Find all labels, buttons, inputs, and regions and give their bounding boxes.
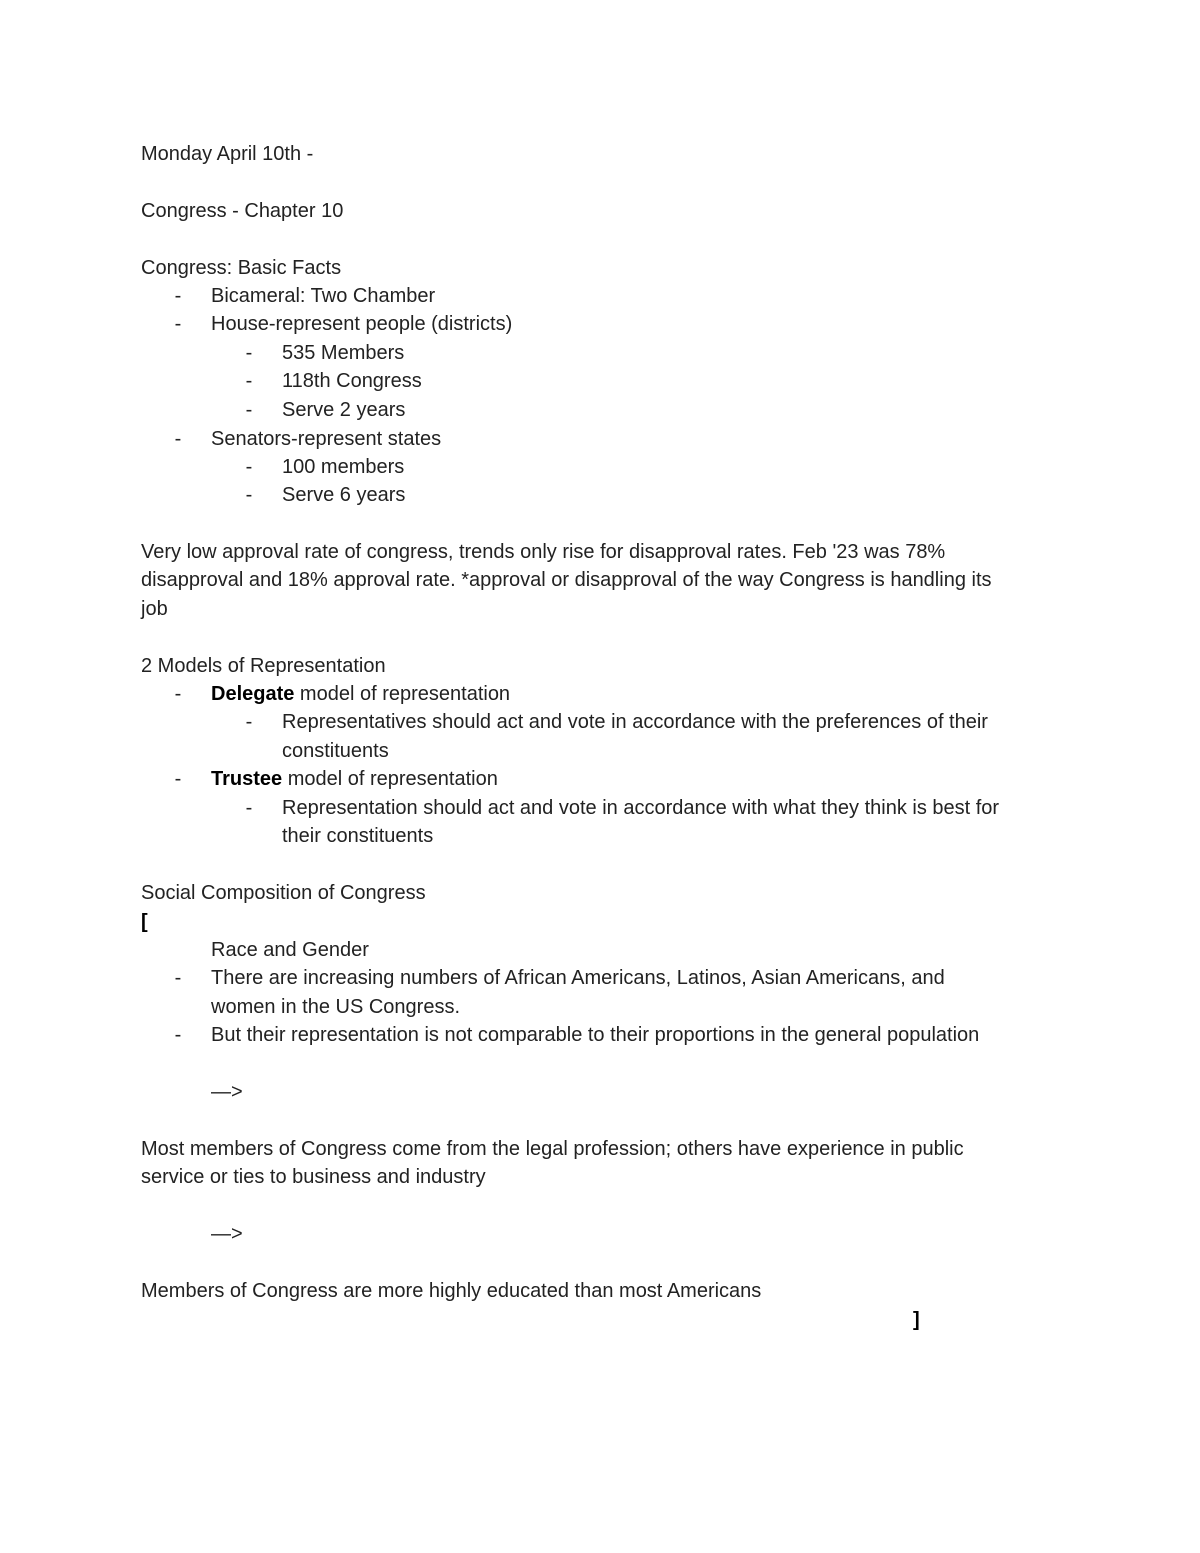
list-item: Bicameral: Two Chamber (211, 285, 436, 307)
trustee-desc-line-2: their constituents (282, 825, 434, 847)
close-bracket: ] (913, 1309, 920, 1331)
bullet-dash: - (245, 399, 253, 421)
bullet-dash: - (174, 768, 182, 790)
bullet-dash: - (174, 1024, 182, 1046)
arrow-2: —> (211, 1223, 243, 1245)
trustee-desc-line-1: Representation should act and vote in accordance with what they think is best for (282, 797, 1000, 819)
delegate-term: Delegate (211, 683, 295, 705)
approval-line-1: Very low approval rate of congress, trends only rise for disapproval rates. Feb '23 was 78% (141, 541, 946, 563)
delegate-model-item (211, 680, 510, 708)
legal-line-1: Most members of Congress come from the legal profession; others have experience in public (141, 1138, 964, 1160)
social-item-1-line-2: women in the US Congress. (211, 996, 461, 1018)
list-item: Serve 6 years (282, 484, 406, 506)
bullet-dash: - (174, 313, 182, 335)
trustee-rest: model of representation (282, 768, 498, 790)
arrow-1: —> (211, 1081, 243, 1103)
list-item: House-represent people (districts) (211, 313, 513, 335)
models-heading: 2 Models of Representation (141, 655, 386, 677)
delegate-rest: model of representation (294, 683, 511, 705)
approval-line-2: disapproval and 18% approval rate. *approval or disapproval of the way Congress is handling its (141, 569, 992, 591)
list-item: 118th Congress (282, 370, 422, 392)
race-gender-label: Race and Gender (211, 939, 369, 961)
bullet-dash: - (245, 342, 253, 364)
social-heading: Social Composition of Congress (141, 882, 426, 904)
education-line: Members of Congress are more highly educated than most Americans (141, 1280, 762, 1302)
bullet-dash: - (174, 683, 182, 705)
approval-line-3: job (141, 598, 168, 620)
basic-facts-heading: Congress: Basic Facts (141, 257, 342, 279)
legal-line-2: service or ties to business and industry (141, 1166, 486, 1188)
trustee-model-item (211, 765, 498, 793)
bullet-dash: - (245, 711, 253, 733)
bullet-dash: - (245, 484, 253, 506)
trustee-term: Trustee (211, 768, 283, 790)
bullet-dash: - (245, 370, 253, 392)
open-bracket: [ (141, 911, 148, 933)
list-item: 535 Members (282, 342, 405, 364)
bullet-dash: - (245, 456, 253, 478)
delegate-desc-line-1: Representatives should act and vote in accordance with the preferences of their (282, 711, 988, 733)
list-item: Senators-represent states (211, 428, 442, 450)
bullet-dash: - (174, 428, 182, 450)
list-item: Serve 2 years (282, 399, 406, 421)
list-item: 100 members (282, 456, 405, 478)
bullet-dash: - (174, 285, 182, 307)
topic-line: Congress - Chapter 10 (141, 200, 344, 222)
social-item-1-line-1: There are increasing numbers of African Americans, Latinos, Asian Americans, and (211, 967, 945, 989)
date-line: Monday April 10th - (141, 143, 314, 165)
social-item-2: But their representation is not comparable to their proportions in the general population (211, 1024, 980, 1046)
bullet-dash: - (174, 967, 182, 989)
bullet-dash: - (245, 797, 253, 819)
delegate-desc-line-2: constituents (282, 740, 389, 762)
